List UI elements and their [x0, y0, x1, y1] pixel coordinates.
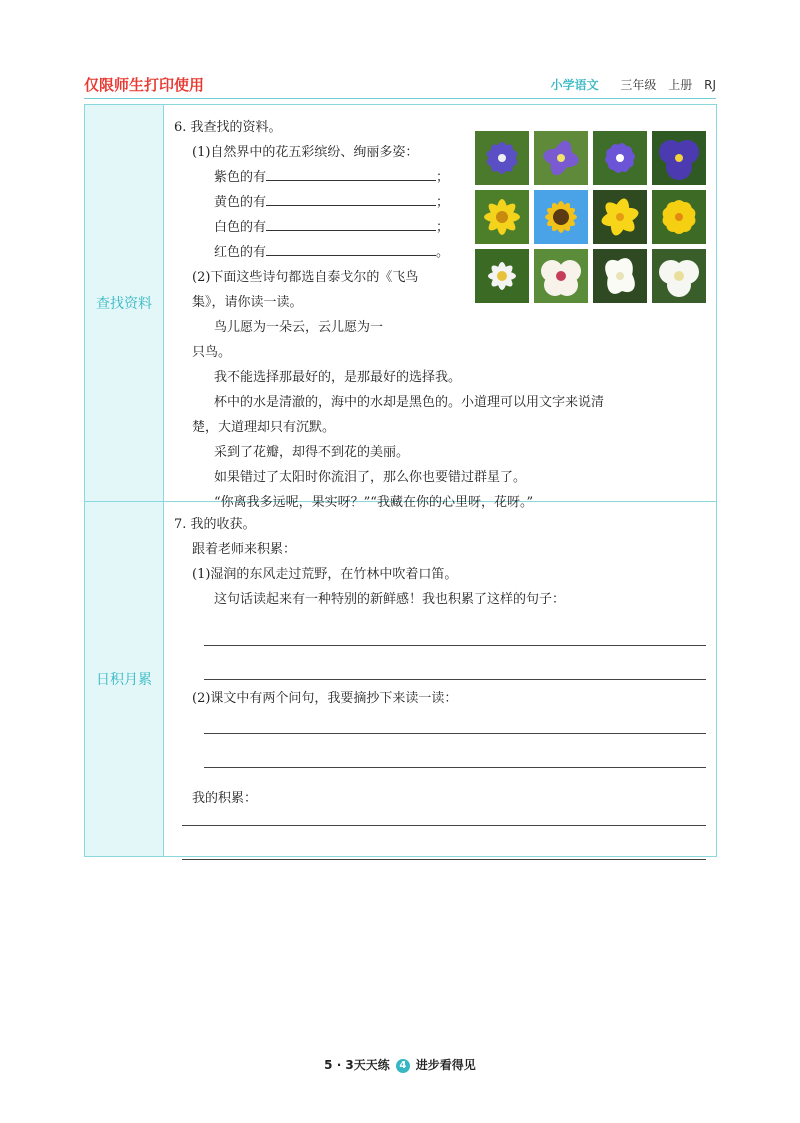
- purple-flower-photo: [534, 131, 588, 185]
- yellow-flower-photo: [475, 190, 529, 244]
- flower-photo-grid: [475, 131, 706, 303]
- answer-line[interactable]: [204, 612, 706, 646]
- q6-part1-title: (1)自然界中的花五彩缤纷、绚丽多姿：: [192, 145, 419, 160]
- answer-line[interactable]: [204, 711, 706, 734]
- page-footer: [0, 1056, 800, 1073]
- yellow-label: 黄色的有: [214, 195, 267, 210]
- poem-line: “你离我多远呢，果实呀？”“我藏在你的心里呀，花呀。”: [214, 495, 534, 510]
- purple-label: 紫色的有: [214, 170, 267, 185]
- footer-brand: 5 · 3天天练: [324, 1058, 390, 1072]
- white-flower-photo: [593, 249, 647, 303]
- q7-intro: 跟着老师来积累：: [192, 542, 297, 557]
- answer-line[interactable]: [204, 646, 706, 680]
- purple-flower-photo: [652, 131, 706, 185]
- white-flower-photo: [652, 249, 706, 303]
- answer-line[interactable]: [182, 811, 706, 826]
- poem-line: 采到了花瓣，却得不到花的美丽。: [214, 445, 410, 460]
- poem-line: 只鸟。: [192, 345, 232, 360]
- section-research: [85, 105, 716, 510]
- white-flower-photo: [475, 249, 529, 303]
- punct: 。: [436, 245, 450, 260]
- yellow-flower-photo: [593, 190, 647, 244]
- punct: ；: [436, 195, 450, 210]
- white-label: 白色的有: [214, 220, 267, 235]
- purple-flower-photo: [475, 131, 529, 185]
- white-flower-photo: [534, 249, 588, 303]
- yellow-flower-photo: [652, 190, 706, 244]
- my-collection-label: 我的积累：: [192, 791, 258, 806]
- yellow-blank[interactable]: [266, 191, 436, 206]
- q7-part1-note: 这句话读起来有一种特别的新鲜感！我也积累了这样的句子：: [214, 592, 566, 607]
- punct: ；: [436, 170, 450, 185]
- poem-line: 我不能选择那最好的，是那最好的选择我。: [214, 370, 462, 385]
- yellow-flower-photo: [534, 190, 588, 244]
- q7-part1: (1)湿润的东风走过荒野，在竹林中吹着口笛。: [192, 567, 458, 582]
- red-blank[interactable]: [266, 241, 436, 256]
- edition-label: RJ: [704, 78, 716, 92]
- answer-line[interactable]: [182, 826, 706, 860]
- white-blank[interactable]: [266, 216, 436, 231]
- page-number-badge: 4: [396, 1059, 410, 1073]
- section-label-accumulate: 日积月累: [85, 502, 164, 856]
- purple-blank[interactable]: [266, 166, 436, 181]
- section-research-content: [164, 105, 716, 510]
- subject-label: 小学语文: [550, 78, 599, 92]
- q6-part2-title-a: (2)下面这些诗句都选自泰戈尔的《飞鸟: [192, 270, 419, 285]
- q6-part2-title-b: 集》，请你读一读。: [192, 295, 303, 310]
- answer-line[interactable]: [204, 734, 706, 768]
- print-notice: 仅限师生打印使用: [84, 76, 205, 94]
- footer-slogan: 进步看得见: [415, 1058, 476, 1072]
- worksheet-table: [84, 104, 717, 857]
- section-label-research: 查找资料: [85, 105, 164, 501]
- poem-line: 楚，大道理却只有沉默。: [192, 420, 336, 435]
- grade-label: 三年级: [620, 78, 657, 92]
- poem-line: 杯中的水是清澈的，海中的水却是黑色的。小道理可以用文字来说清: [214, 395, 605, 410]
- poem-line: 如果错过了太阳时你流泪了，那么你也要错过群星了。: [214, 470, 527, 485]
- section-accumulate-content: [164, 502, 716, 856]
- q7-part2: (2)课文中有两个问句，我要摘抄下来读一读：: [192, 691, 458, 706]
- q6-title: 6. 我查找的资料。: [174, 120, 282, 135]
- poem-line: 鸟儿愿为一朵云，云儿愿为一: [214, 320, 384, 335]
- section-accumulate: [85, 502, 716, 856]
- book-info: [543, 76, 716, 93]
- red-label: 红色的有: [214, 245, 267, 260]
- q7-title: 7. 我的收获。: [174, 517, 256, 532]
- header-rule: [84, 98, 716, 99]
- volume-label: 上册: [668, 78, 693, 92]
- punct: ；: [436, 220, 450, 235]
- purple-flower-photo: [593, 131, 647, 185]
